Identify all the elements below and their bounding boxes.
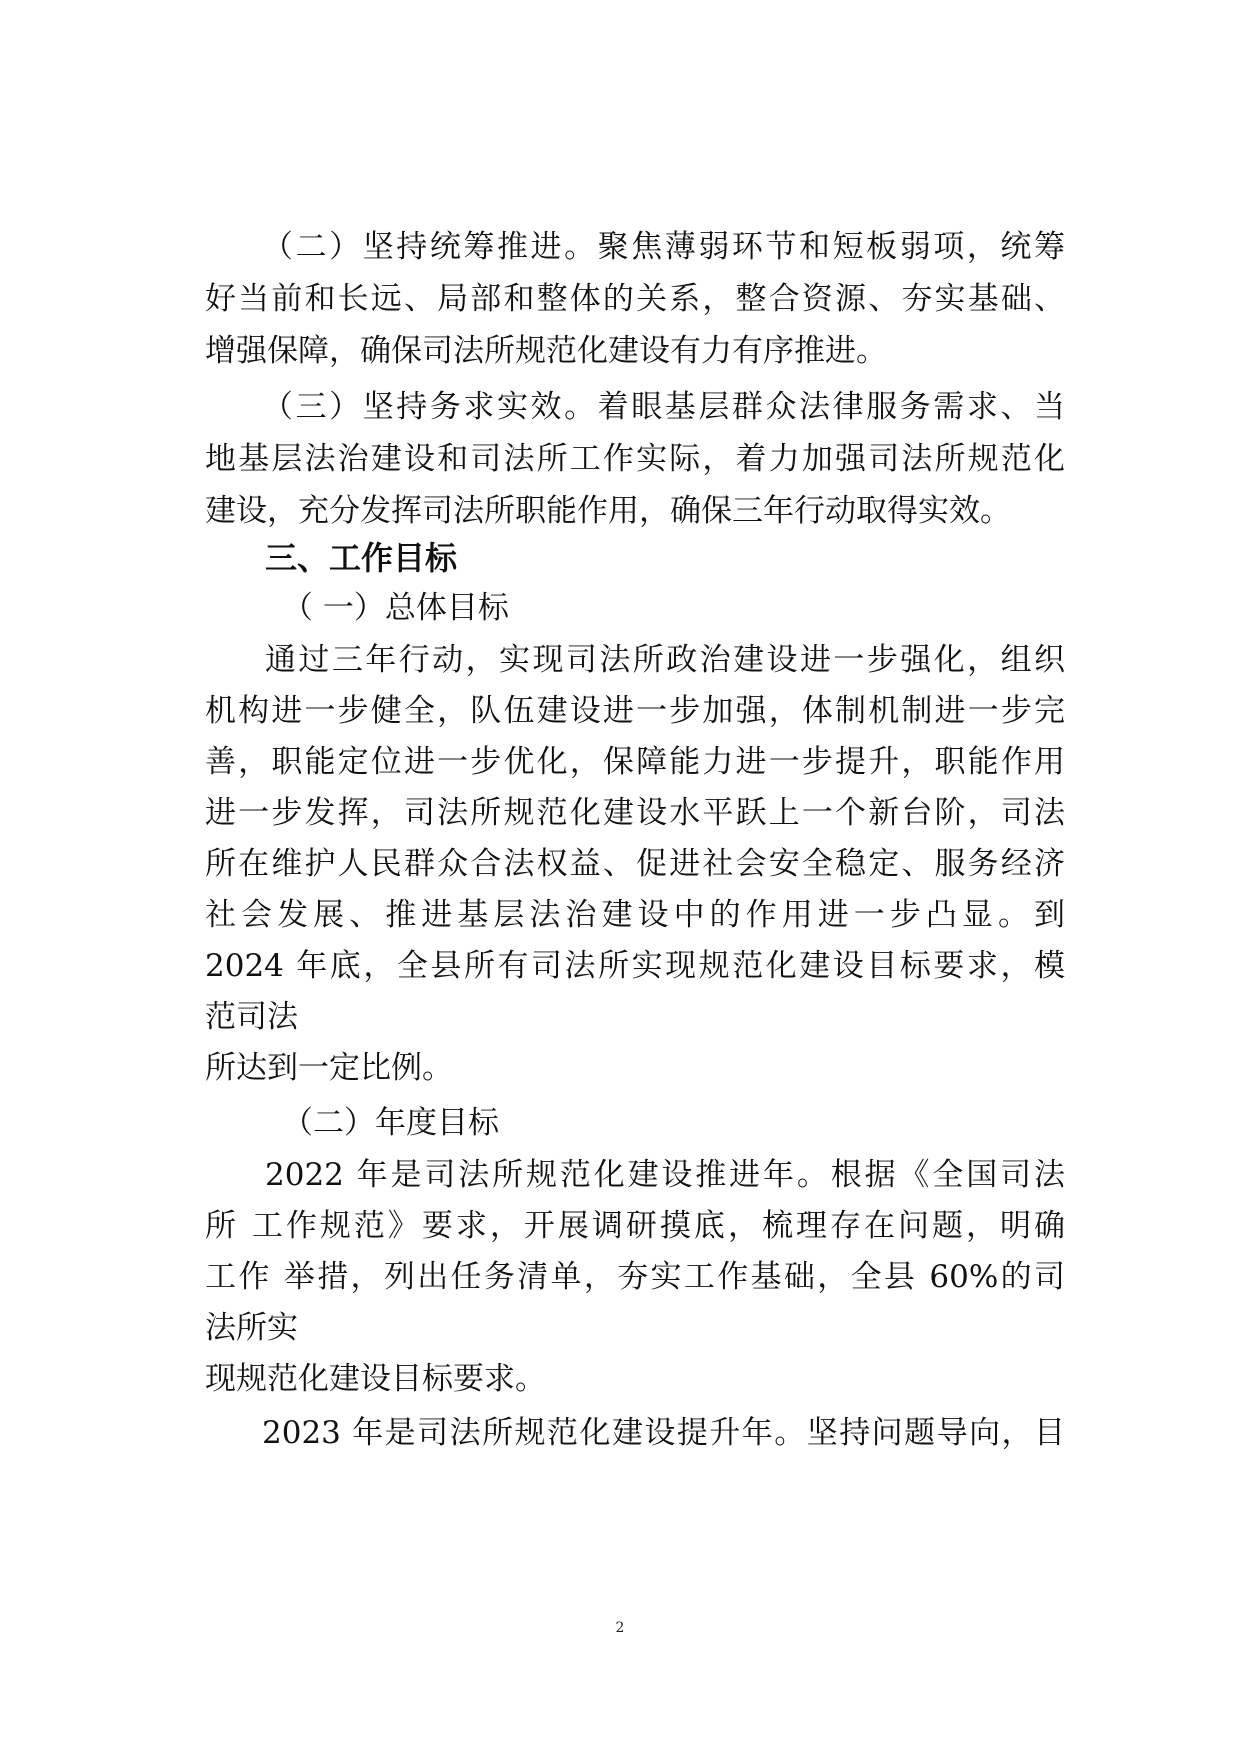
paragraph-line: 通过三年行动，实现司法所政治建设进一步强化，组织 [265, 642, 1065, 678]
paragraph-line: 2022 年是司法所规范化建设推进年。根据《全国司法 [265, 1157, 1065, 1193]
paragraph-line: 范司法 [205, 999, 298, 1035]
paragraph-line: 2024 年底，全县所有司法所实现规范化建设目标要求，模 [205, 948, 1065, 984]
paragraph-line: 所 工作规范》要求，开展调研摸底，梳理存在问题，明确 [205, 1208, 1065, 1244]
paragraph-line: 机构进一步健全，队伍建设进一步加强，体制机制进一步完 [205, 693, 1065, 729]
page-number: 2 [615, 1620, 625, 1636]
paragraph-line: 所达到一定比例。 [205, 1050, 453, 1086]
paragraph-line: 进一步发挥，司法所规范化建设水平跃上一个新台阶，司法 [205, 795, 1065, 831]
paragraph-line: （二）坚持统筹推进。聚焦薄弱环节和短板弱项，统筹 [262, 229, 1065, 265]
paragraph-line: 法所实 [205, 1310, 298, 1346]
paragraph-line: （三）坚持务求实效。着眼基层群众法律服务需求、当 [262, 389, 1065, 425]
paragraph-line: 增强保障，确保司法所规范化建设有力有序推进。 [205, 333, 887, 369]
paragraph-line: 好当前和长远、局部和整体的关系，整合资源、夯实基础、 [205, 281, 1065, 317]
paragraph-line: 现规范化建设目标要求。 [205, 1361, 546, 1397]
paragraph-line: 建设，充分发挥司法所职能作用，确保三年行动取得实效。 [205, 493, 1011, 529]
paragraph-line: 地基层法治建设和司法所工作实际，着力加强司法所规范化 [205, 441, 1065, 477]
section-heading: 三、工作目标 [265, 539, 458, 577]
paragraph-line: 社会发展、推进基层法治建设中的作用进一步凸显。到 [205, 897, 1065, 933]
subsection-heading: （ 一）总体目标 [282, 590, 509, 626]
paragraph-line: 2023 年是司法所规范化建设提升年。坚持问题导向，目 [262, 1415, 1065, 1451]
subsection-heading: （二）年度目标 [282, 1105, 499, 1141]
paragraph-line: 工作 举措，列出任务清单，夯实工作基础，全县 60%的司 [205, 1259, 1065, 1295]
paragraph-line: 所在维护人民群众合法权益、促进社会安全稳定、服务经济 [205, 846, 1065, 882]
paragraph-line: 善，职能定位进一步优化，保障能力进一步提升，职能作用 [205, 744, 1065, 780]
